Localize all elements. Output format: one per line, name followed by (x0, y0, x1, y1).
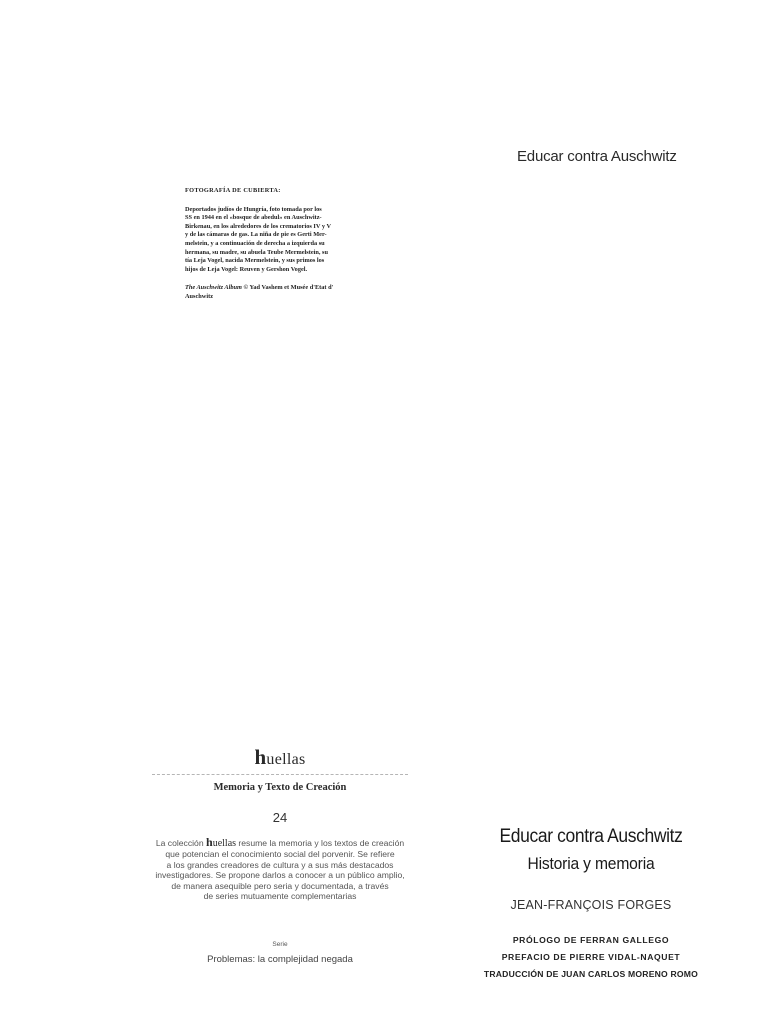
serie-name: Problemas: la complejidad negada (207, 954, 353, 966)
divider (152, 774, 408, 775)
preface-credit: PREFACIO DE PIERRE VIDAL-NAQUET (501, 952, 681, 962)
cover-photo-credit (185, 187, 381, 302)
description-line: investigadores. Se propone darlos a conocer a un público amplio, (155, 870, 405, 881)
credit-line: SS en 1944 en el «bosque de abedul» en Auschwitz- (185, 214, 322, 222)
source-copyright: © Yad Vashem et Musée d'Etat d' (241, 284, 334, 292)
series-brand: huellas (254, 745, 306, 769)
book-title: Educar contra Auschwitz (499, 826, 683, 847)
credit-line: melstein, y a continuación de derecha a izquierda su (185, 239, 325, 247)
half-title: Educar contra Auschwitz (517, 148, 677, 165)
series-description: La colección huellas resume la memoria y los textos de creación que potencian el conocimiento social del porvenir. Se refiere a los grandes creadores de cultura y a sus más destacados investigadores. Se propone darlos a conocer a un público amplio, de manera asequible pero seria y documentada, a través de series mutuamente complementarias (152, 837, 408, 901)
source-copyright-line2: Auschwitz (185, 292, 213, 300)
serie-label: Serie (272, 941, 288, 949)
credit-source (185, 284, 381, 301)
translation-credit: TRADUCCIÓN DE JUAN CARLOS MORENO ROMO (483, 969, 699, 979)
description-line: a los grandes creadores de cultura y a sus más destacados (166, 859, 394, 870)
credit-heading: FOTOGRAFÍA DE CUBIERTA: (185, 187, 281, 194)
credit-line: Birkenau, en los alrededores de los crematorios IV y V (185, 222, 331, 230)
series-number: 24 (272, 810, 288, 825)
credit-line: hijos de Leja Vogel: Reuven y Gershon Vogel. (185, 265, 308, 273)
contributor-credits (466, 932, 716, 983)
credit-line: Deportados judíos de Hungría, foto tomada por los (185, 205, 322, 213)
prologue-credit: PRÓLOGO DE FERRAN GALLEGO (512, 935, 670, 945)
inline-brand: huellas (206, 835, 237, 849)
credit-caption (185, 206, 381, 275)
author-name: JEAN-FRANÇOIS FORGES (510, 898, 672, 912)
series-block (152, 745, 408, 965)
title-page (466, 826, 716, 983)
credit-line: tía Leja Vogel, nacida Mermelstein, y sus primos los (185, 257, 325, 265)
description-line: de series mutuamente complementarias (203, 891, 357, 902)
book-subtitle: Historia y memoria (527, 854, 655, 873)
description-line: de manera asequible pero seria y documentada, a través (171, 880, 389, 891)
source-album-title: The Auschwitz Album (185, 284, 242, 292)
description-line: que potencian el conocimiento social del porvenir. Se refiere (165, 849, 395, 860)
credit-line: y de las cámaras de gas. La niña de pie es Gerti Mer- (185, 231, 327, 239)
series-subtitle: Memoria y Texto de Creación (213, 782, 347, 793)
credit-line: hermana, su madre, su abuela Teube Mermelstein, su (185, 248, 328, 256)
